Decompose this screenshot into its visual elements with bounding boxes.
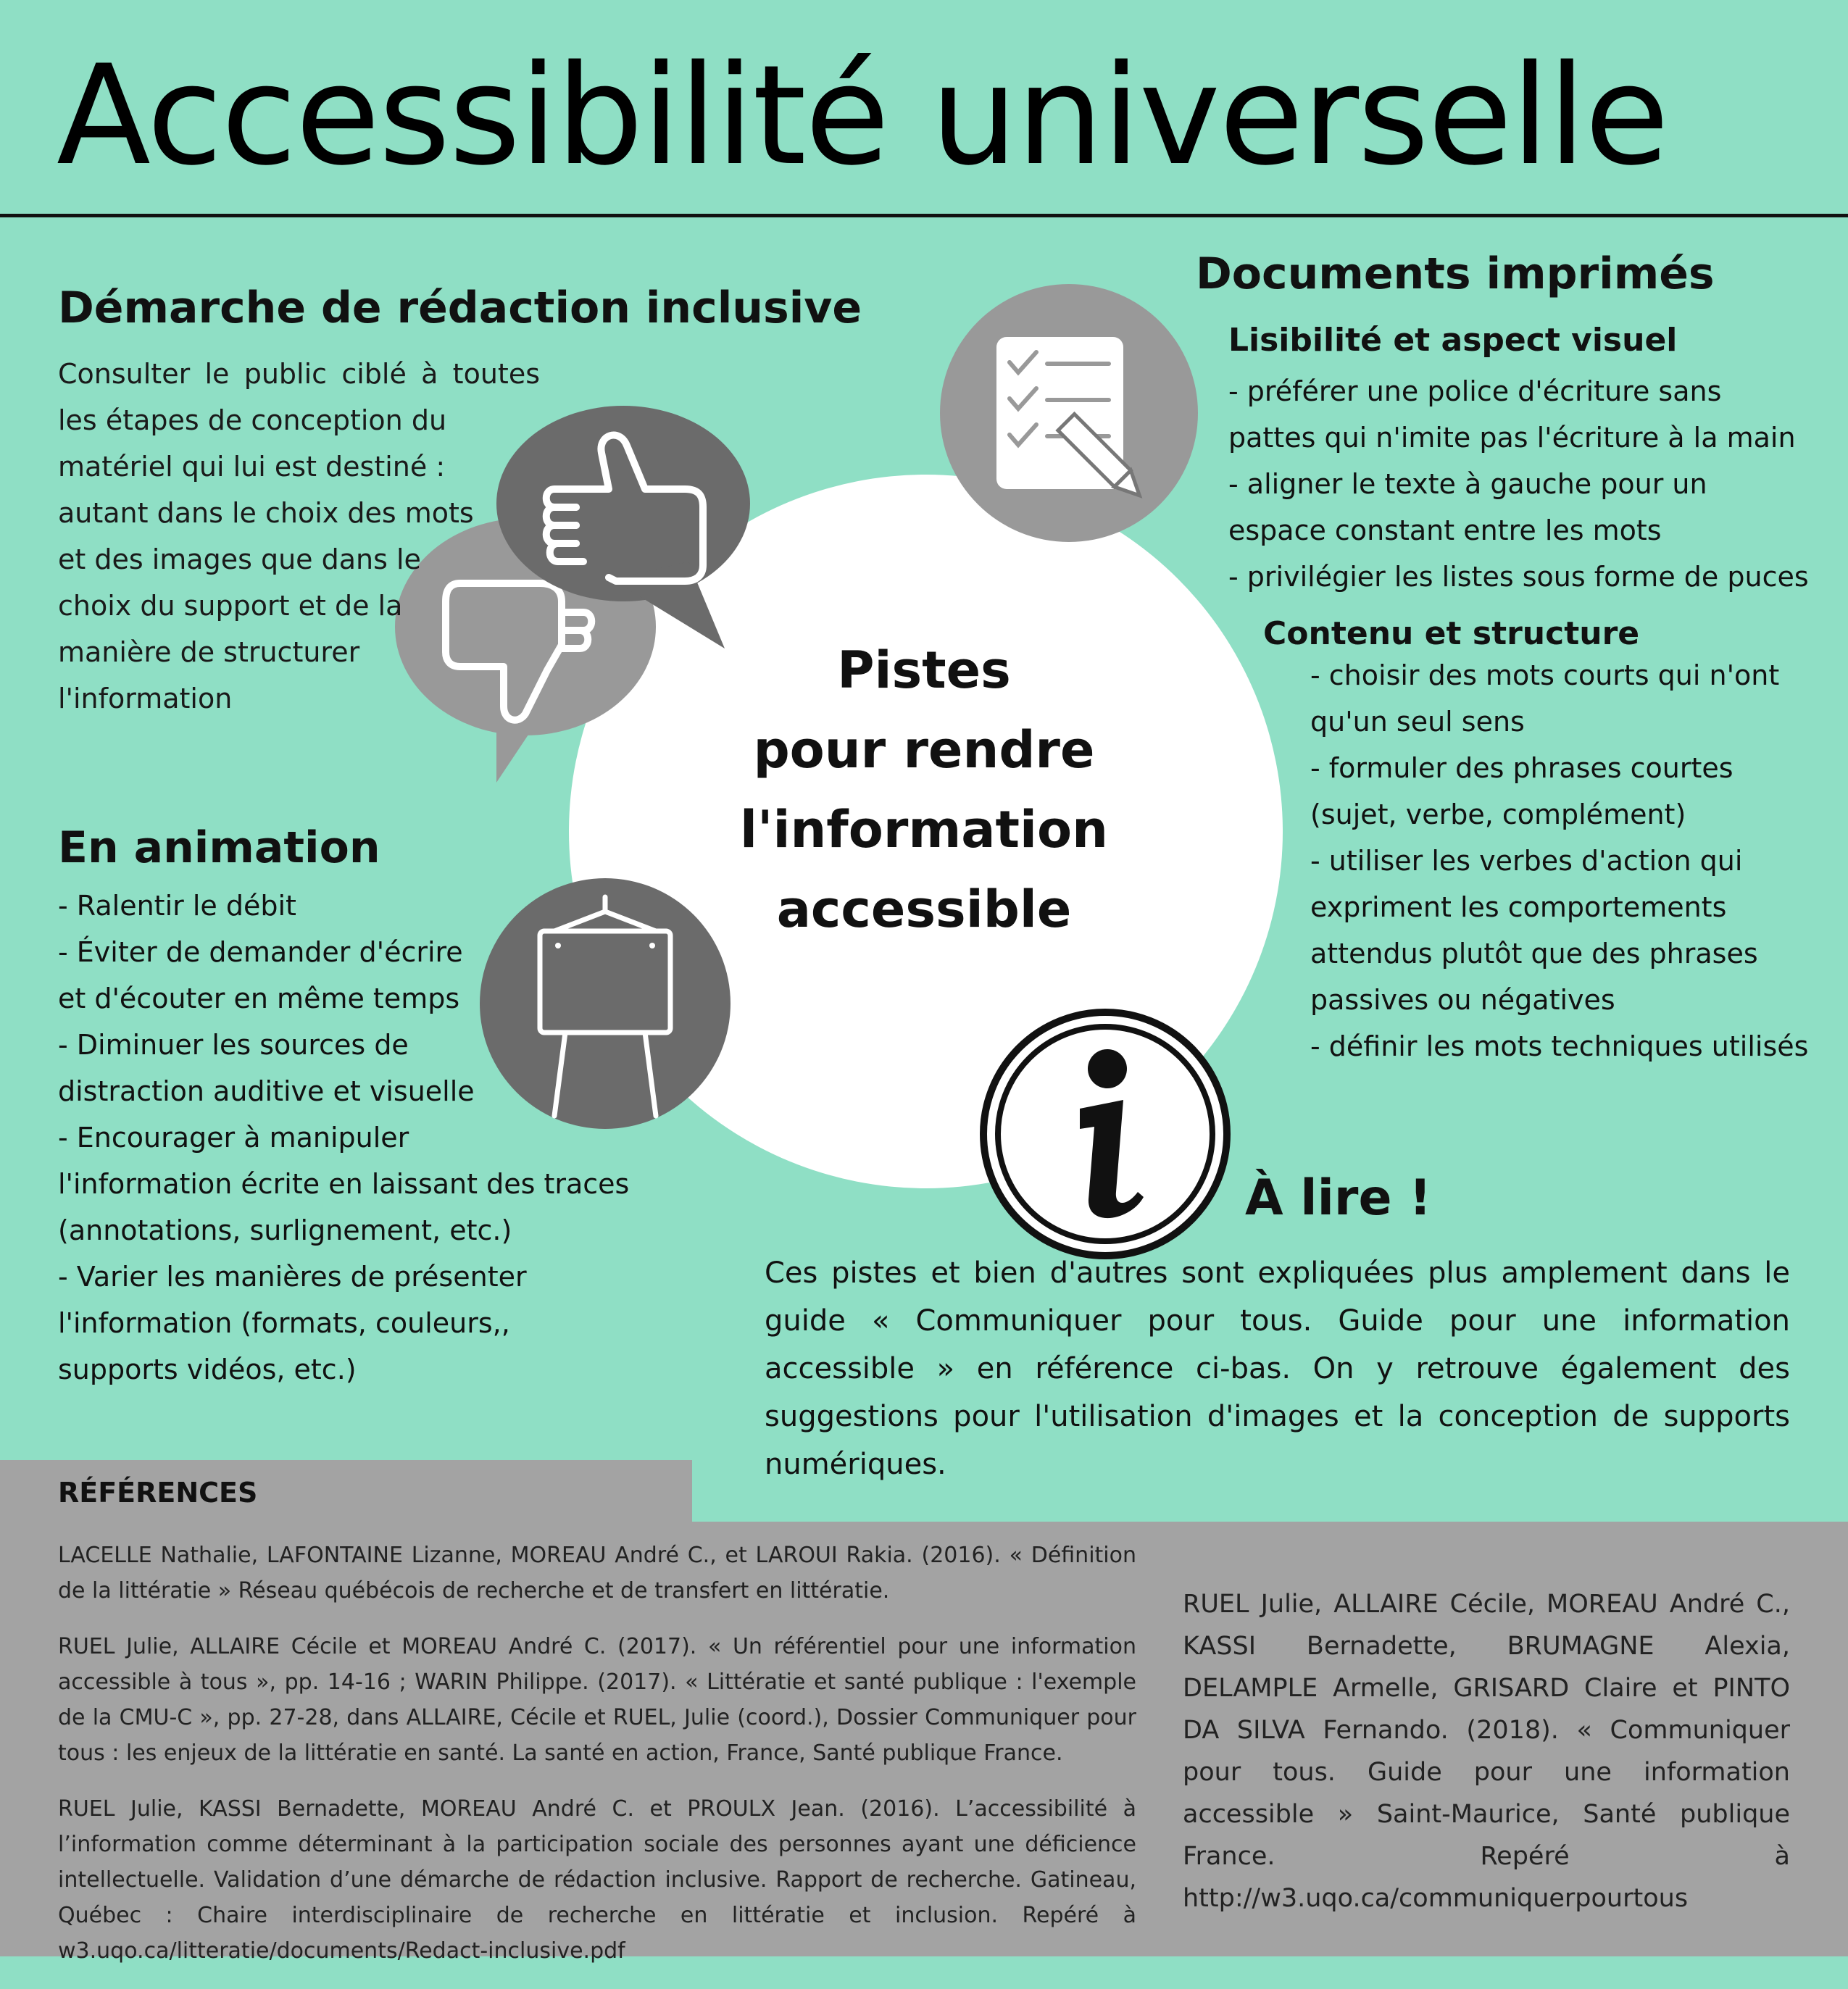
list-item: - Ralentir le débit (58, 890, 296, 922)
animation-heading: En animation (58, 822, 380, 873)
center-line: l'information (740, 800, 1108, 859)
list-item: qu'un seul sens (1310, 706, 1525, 738)
redaction-line: Consulter le public ciblé à toutes (58, 358, 540, 390)
title-divider (0, 214, 1848, 217)
list-item: l'information écrite en laissant des traces (58, 1168, 630, 1200)
redaction-text (58, 351, 540, 722)
list-item: - Encourager à manipuler (58, 1122, 409, 1154)
contenu-list (1310, 652, 1832, 1069)
redaction-line: autant dans le choix des mots (58, 497, 474, 529)
redaction-line: l'information (58, 683, 233, 714)
info-icon (978, 1007, 1232, 1261)
list-item: - choisir des mots courts qui n'ont (1310, 659, 1780, 691)
center-line: accessible (776, 880, 1072, 939)
list-item: l'information (formats, couleurs,, (58, 1307, 510, 1339)
list-item: pattes qui n'imite pas l'écriture à la main (1228, 422, 1796, 454)
list-item: - utiliser les verbes d'action qui (1310, 845, 1743, 877)
center-caption (710, 630, 1138, 949)
redaction-heading: Démarche de rédaction inclusive (58, 283, 862, 333)
redaction-line: choix du support et de la (58, 590, 403, 622)
list-item: - définir les mots techniques utilisés (1310, 1030, 1809, 1062)
redaction-line: et des images que dans le (58, 543, 421, 575)
alire-heading: À lire ! (1245, 1169, 1432, 1227)
list-item: - aligner le texte à gauche pour un (1228, 468, 1707, 500)
list-item: - Éviter de demander d'écrire (58, 936, 463, 968)
documents-heading: Documents imprimés (1196, 249, 1715, 299)
reference-item: RUEL Julie, KASSI Bernadette, MOREAU André C. et PROULX Jean. (2016). L’accessibilité à l’information comme déterminant à la participation sociale des personnes ayant une déficience intellectuelle. Validation d’une démarche de rédaction inclusive. Rapport de recherche. Gatineau, Québec : Chaire interdisciplinaire de recherche en littératie et inclusion. Repéré à w3.uqo.ca/litteratie/documents/Redact-inclusive.pdf (58, 1796, 1136, 1964)
reference-item: LACELLE Nathalie, LAFONTAINE Lizanne, MOREAU André C., et LAROUI Rakia. (2016). « Définition de la littératie » Réseau québécois de recherche et de transfert en littératie. (58, 1543, 1136, 1604)
checklist-icon (938, 283, 1199, 543)
lisibilite-list (1228, 368, 1823, 600)
redaction-line: manière de structurer (58, 636, 360, 668)
lisibilite-subheading: Lisibilité et aspect visuel (1228, 322, 1678, 359)
reference-item: RUEL Julie, ALLAIRE Cécile et MOREAU André C. (2017). « Un référentiel pour une information accessible à tous », pp. 14-16 ; WARIN Philippe. (2017). « Littératie et santé publique : l'exemple de la CMU-C », pp. 27-28, dans ALLAIRE, Cécile et RUEL, Julie (coord.), Dossier Communiquer pour tous : les enjeux de la littératie en santé. La santé en action, France, Santé publique France. (58, 1634, 1136, 1766)
page-title: Accessibilité universelle (57, 36, 1668, 196)
list-item: et d'écouter en même temps (58, 983, 460, 1014)
reference-item-guide: RUEL Julie, ALLAIRE Cécile, MOREAU André C., KASSI Bernadette, BRUMAGNE Alexia, DELAMPLE Armelle, GRISARD Claire et PINTO DA SILVA Fernando. (2018). « Communiquer pour tous. Guide pour une information accessible » Saint-Maurice, Santé publique France. Repéré à http://w3.uqo.ca/communiquerpourtous (1183, 1590, 1790, 1913)
list-item: distraction auditive et visuelle (58, 1075, 475, 1107)
references-heading: RÉFÉRENCES (58, 1477, 258, 1509)
list-item: - Diminuer les sources de (58, 1029, 409, 1061)
list-item: expriment les comportements (1310, 891, 1727, 923)
animation-list (58, 883, 638, 1393)
list-item: passives ou négatives (1310, 984, 1615, 1016)
list-item: - formuler des phrases courtes (1310, 752, 1733, 784)
references-left (58, 1538, 1136, 1989)
redaction-line: matériel qui lui est destiné : (58, 451, 446, 483)
center-line: pour rendre (753, 720, 1095, 780)
list-item: - préférer une police d'écriture sans (1228, 375, 1722, 407)
list-item: espace constant entre les mots (1228, 514, 1662, 546)
list-item: supports vidéos, etc.) (58, 1354, 357, 1385)
list-item: - privilégier les listes sous forme de puces (1228, 561, 1809, 593)
redaction-line: les étapes de conception du (58, 404, 447, 436)
contenu-subheading: Contenu et structure (1263, 615, 1640, 652)
list-item: (annotations, surlignement, etc.) (58, 1214, 512, 1246)
alire-text: Ces pistes et bien d'autres sont expliquées plus amplement dans le guide « Communiquer pour tous. Guide pour une information accessible » en référence ci-bas. On y retrouve également des suggestions pour l'utilisation d'images et la conception de supports numériques. (765, 1256, 1790, 1481)
list-item: - Varier les manières de présenter (58, 1261, 527, 1293)
list-item: (sujet, verbe, complément) (1310, 798, 1686, 830)
list-item: attendus plutôt que des phrases (1310, 938, 1758, 970)
center-line: Pistes (837, 641, 1011, 700)
